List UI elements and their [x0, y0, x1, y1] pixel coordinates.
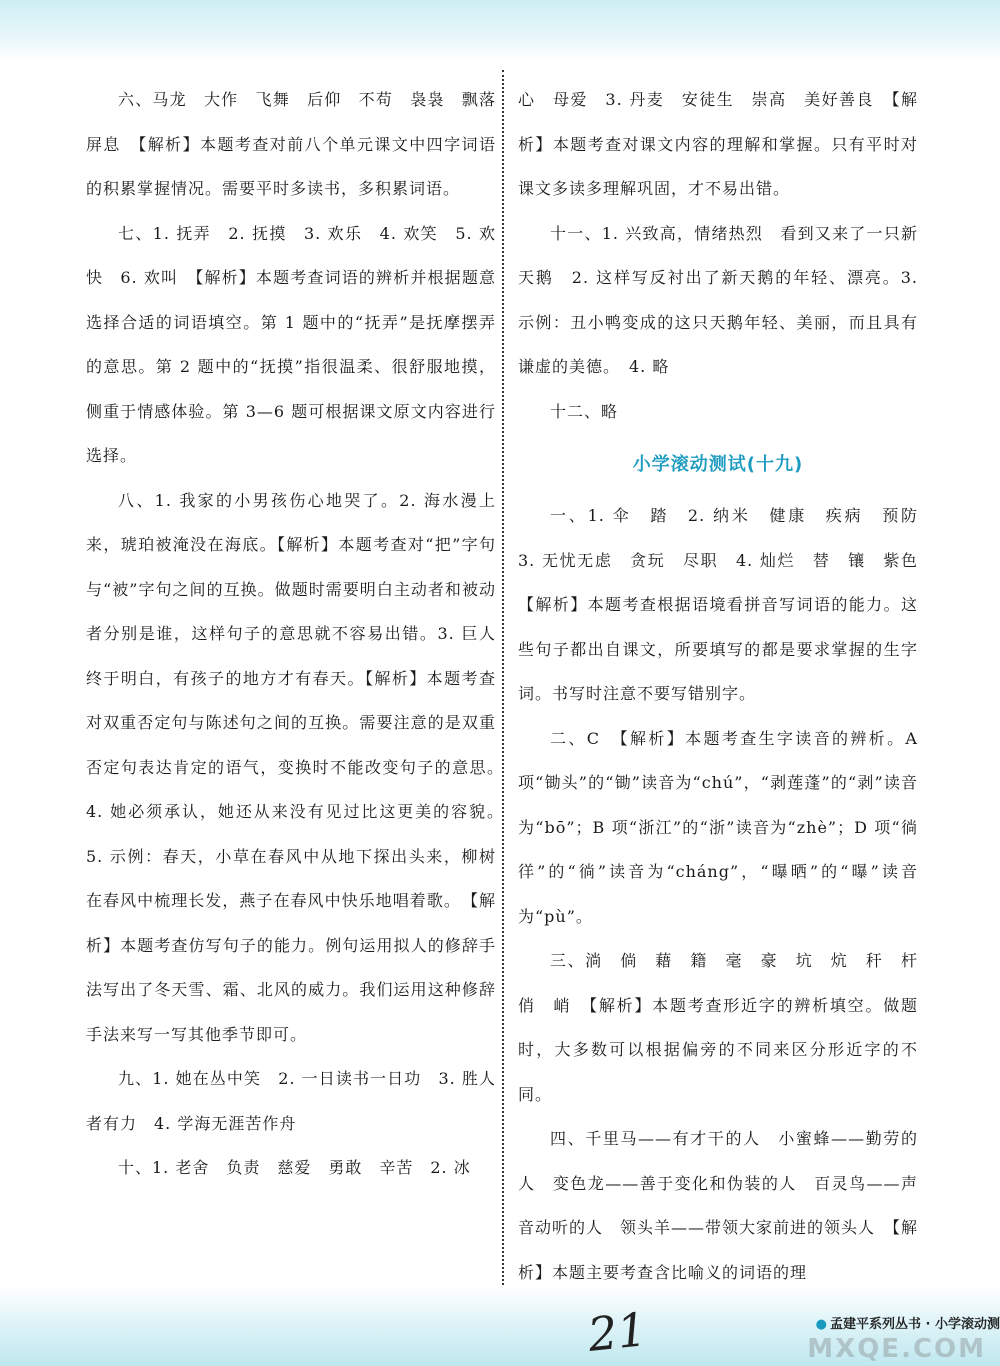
answer-paragraph: 十一、1. 兴致高，情绪热烈 看到又来了一只新天鹅 2. 这样写反衬出了新天鹅的年轻、漂亮。3. 示例：丑小鸭变成的这只天鹅年轻、美丽，而且具有谦虚的美德。 4. 略	[518, 223, 918, 376]
bullet-icon: ●	[815, 1317, 827, 1332]
watermark: MXQE.COM	[807, 1334, 986, 1364]
top-decoration	[0, 0, 1000, 60]
answer-paragraph: 三、淌 倘 藉 籍 毫 豪 坑 炕 秆 杆 俏 峭 【解析】本题考查形近字的辨析填空。做题时，大多数可以根据偏旁的不同来区分形近字的不同。	[518, 951, 936, 1104]
series-label: 孟建平系列丛书 · 小学滚动测	[830, 1317, 1000, 1332]
answer-paragraph: 七、1. 抚弄 2. 抚摸 3. 欢乐 4. 欢笑 5. 欢快 6. 欢叫 【解析】本题考查词语的辨析并根据题意选择合适的词语填空。第 1 题中的“抚弄”是抚摩摆弄的意思。第 2 题中的“抚摸”指很温柔、很舒服地摸，侧重于情感体验。第 3—6 题可根据课文原文内容进行选择。	[86, 223, 496, 465]
answer-paragraph: 二、C 【解析】本题考查生字读音的辨析。A 项“锄头”的“锄”读音为“chú”，“剥莲蓬”的“剥”读音为“bō”；B 项“浙江”的“浙”读音为“zhè”；D 项“徜徉”的“徜”读音为“cháng”，“曝晒”的“曝”读音为“pù”。	[518, 728, 918, 926]
right-column	[518, 78, 936, 1295]
answer-paragraph: 十、1. 老舍 负责 慈爱 勇敢 辛苦 2. 冰	[118, 1158, 471, 1177]
answer-paragraph: 六、马龙 大作 飞舞 后仰 不苟 袅袅 飘落 屏息 【解析】本题考查对前八个单元课文中四字词语的积累掌握情况。需要平时多读书，多积累词语。	[86, 90, 514, 198]
series-footer	[816, 1313, 1000, 1332]
answer-paragraph: 心 母爱 3. 丹麦 安徒生 崇高 美好善良 【解析】本题考查对课文内容的理解和掌握。只有平时对课文多读多理解巩固，才不易出错。	[518, 90, 918, 198]
answer-paragraph: 一、1. 伞 踏 2. 纳米 健康 疾病 预防 3. 无忧无虑 贪玩 尽职 4. 灿烂 替 镶 紫色 【解析】本题考查根据语境看拼音写词语的能力。这些句子都出自课文，所要填写的都是要求掌握的生字词。书写时注意不要写错别字。	[518, 506, 936, 703]
page-number: 21	[585, 1302, 650, 1362]
column-divider	[502, 70, 504, 1285]
section-title: 小学滚动测试(十九)	[632, 454, 804, 475]
answer-paragraph: 十二、略	[550, 401, 619, 421]
answer-paragraph: 九、1. 她在丛中笑 2. 一日读书一日功 3. 胜人者有力 4. 学海无涯苦作舟	[86, 1069, 496, 1133]
answer-paragraph: 四、千里马——有才干的人 小蜜蜂——勤劳的人 变色龙——善于变化和伪装的人 百灵鸟——声音动听的人 领头羊——带领大家前进的领头人 【解析】本题主要考查含比喻义的词语的理	[518, 1129, 919, 1282]
answer-paragraph: 八、1. 我家的小男孩伤心地哭了。2. 海水漫上来，琥珀被淹没在海底。【解析】本题考查对“把”字句与“被”字句之间的互换。做题时需要明白主动者和被动者分别是谁，这样句子的意思就不容易出错。3. 巨人终于明白，有孩子的地方才有春天。【解析】本题考查对双重否定句与陈述句之间的互换。需要注意的是双重否定句表达肯定的语气，变换时不能改变句子的意思。 4. 她必须承认，她还从来没有见过比这更美的容貌。 5. 示例：春天，小草在春风中从地下探出头来，柳树在春风中梳理长发，燕子在春风中快乐地唱着歌。 【解析】本题考查仿写句子的能力。例句运用拟人的修辞手法写出了冬天雪、霜、北风的威力。我们运用这种修辞手法来写一写其他季节即可。	[86, 490, 514, 1044]
left-column	[86, 78, 514, 1191]
